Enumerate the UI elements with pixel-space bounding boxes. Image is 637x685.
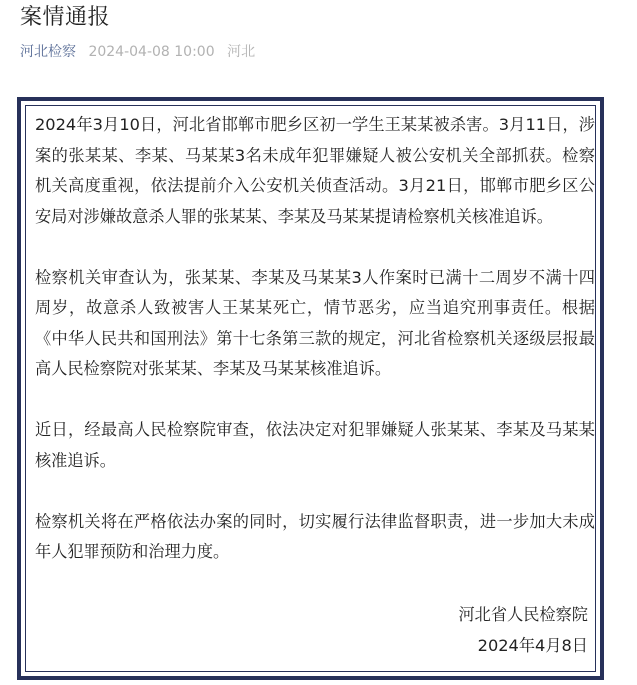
notice-paragraph-4: 检察机关将在严格依法办案的同时，切实履行法律监督职责，进一步加大未成年人犯罪预防和治理力度。 bbox=[35, 511, 595, 561]
notice-paragraph-3: 近日，经最高人民检察院审查，依法决定对犯罪嫌疑人张某某、李某及马某某核准追诉。 bbox=[35, 420, 595, 470]
publish-time: 2024-04-08 10:00 bbox=[88, 44, 215, 60]
article-title: 案情通报 bbox=[20, 5, 111, 30]
article-meta bbox=[20, 42, 255, 62]
account-name-link[interactable]: 河北检察 bbox=[20, 44, 76, 60]
signature-date: 2024年4月8日 bbox=[477, 635, 588, 655]
notice-paragraph-2: 检察机关审查认为，张某某、李某及马某某3人作案时已满十二周岁不满十四周岁，故意杀人致被害人王某某死亡，情节恶劣，应当追究刑事责任。根据《中华人民共和国刑法》第十七条第三款的规定，河北省检察机关逐级层报最高人民检察院对张某某、李某及马某某核准追诉。 bbox=[35, 267, 595, 378]
notice-signature bbox=[459, 600, 589, 661]
publish-location: 河北 bbox=[227, 44, 256, 60]
signature-org: 河北省人民检察院 bbox=[458, 605, 588, 624]
notice-body bbox=[35, 110, 595, 598]
notice-paragraph-1: 2024年3月10日，河北省邯郸市肥乡区初一学生王某某被杀害。3月11日，涉案的张某某、李某、马某某3名未成年犯罪嫌疑人被公安机关全部抓获。检察机关高度重视，依法提前介入公安机关侦查活动。3月21日，邯郸市肥乡区公安局对涉嫌故意杀人罪的张某某、李某及马某某提请检察机关核准追诉。 bbox=[35, 115, 595, 226]
